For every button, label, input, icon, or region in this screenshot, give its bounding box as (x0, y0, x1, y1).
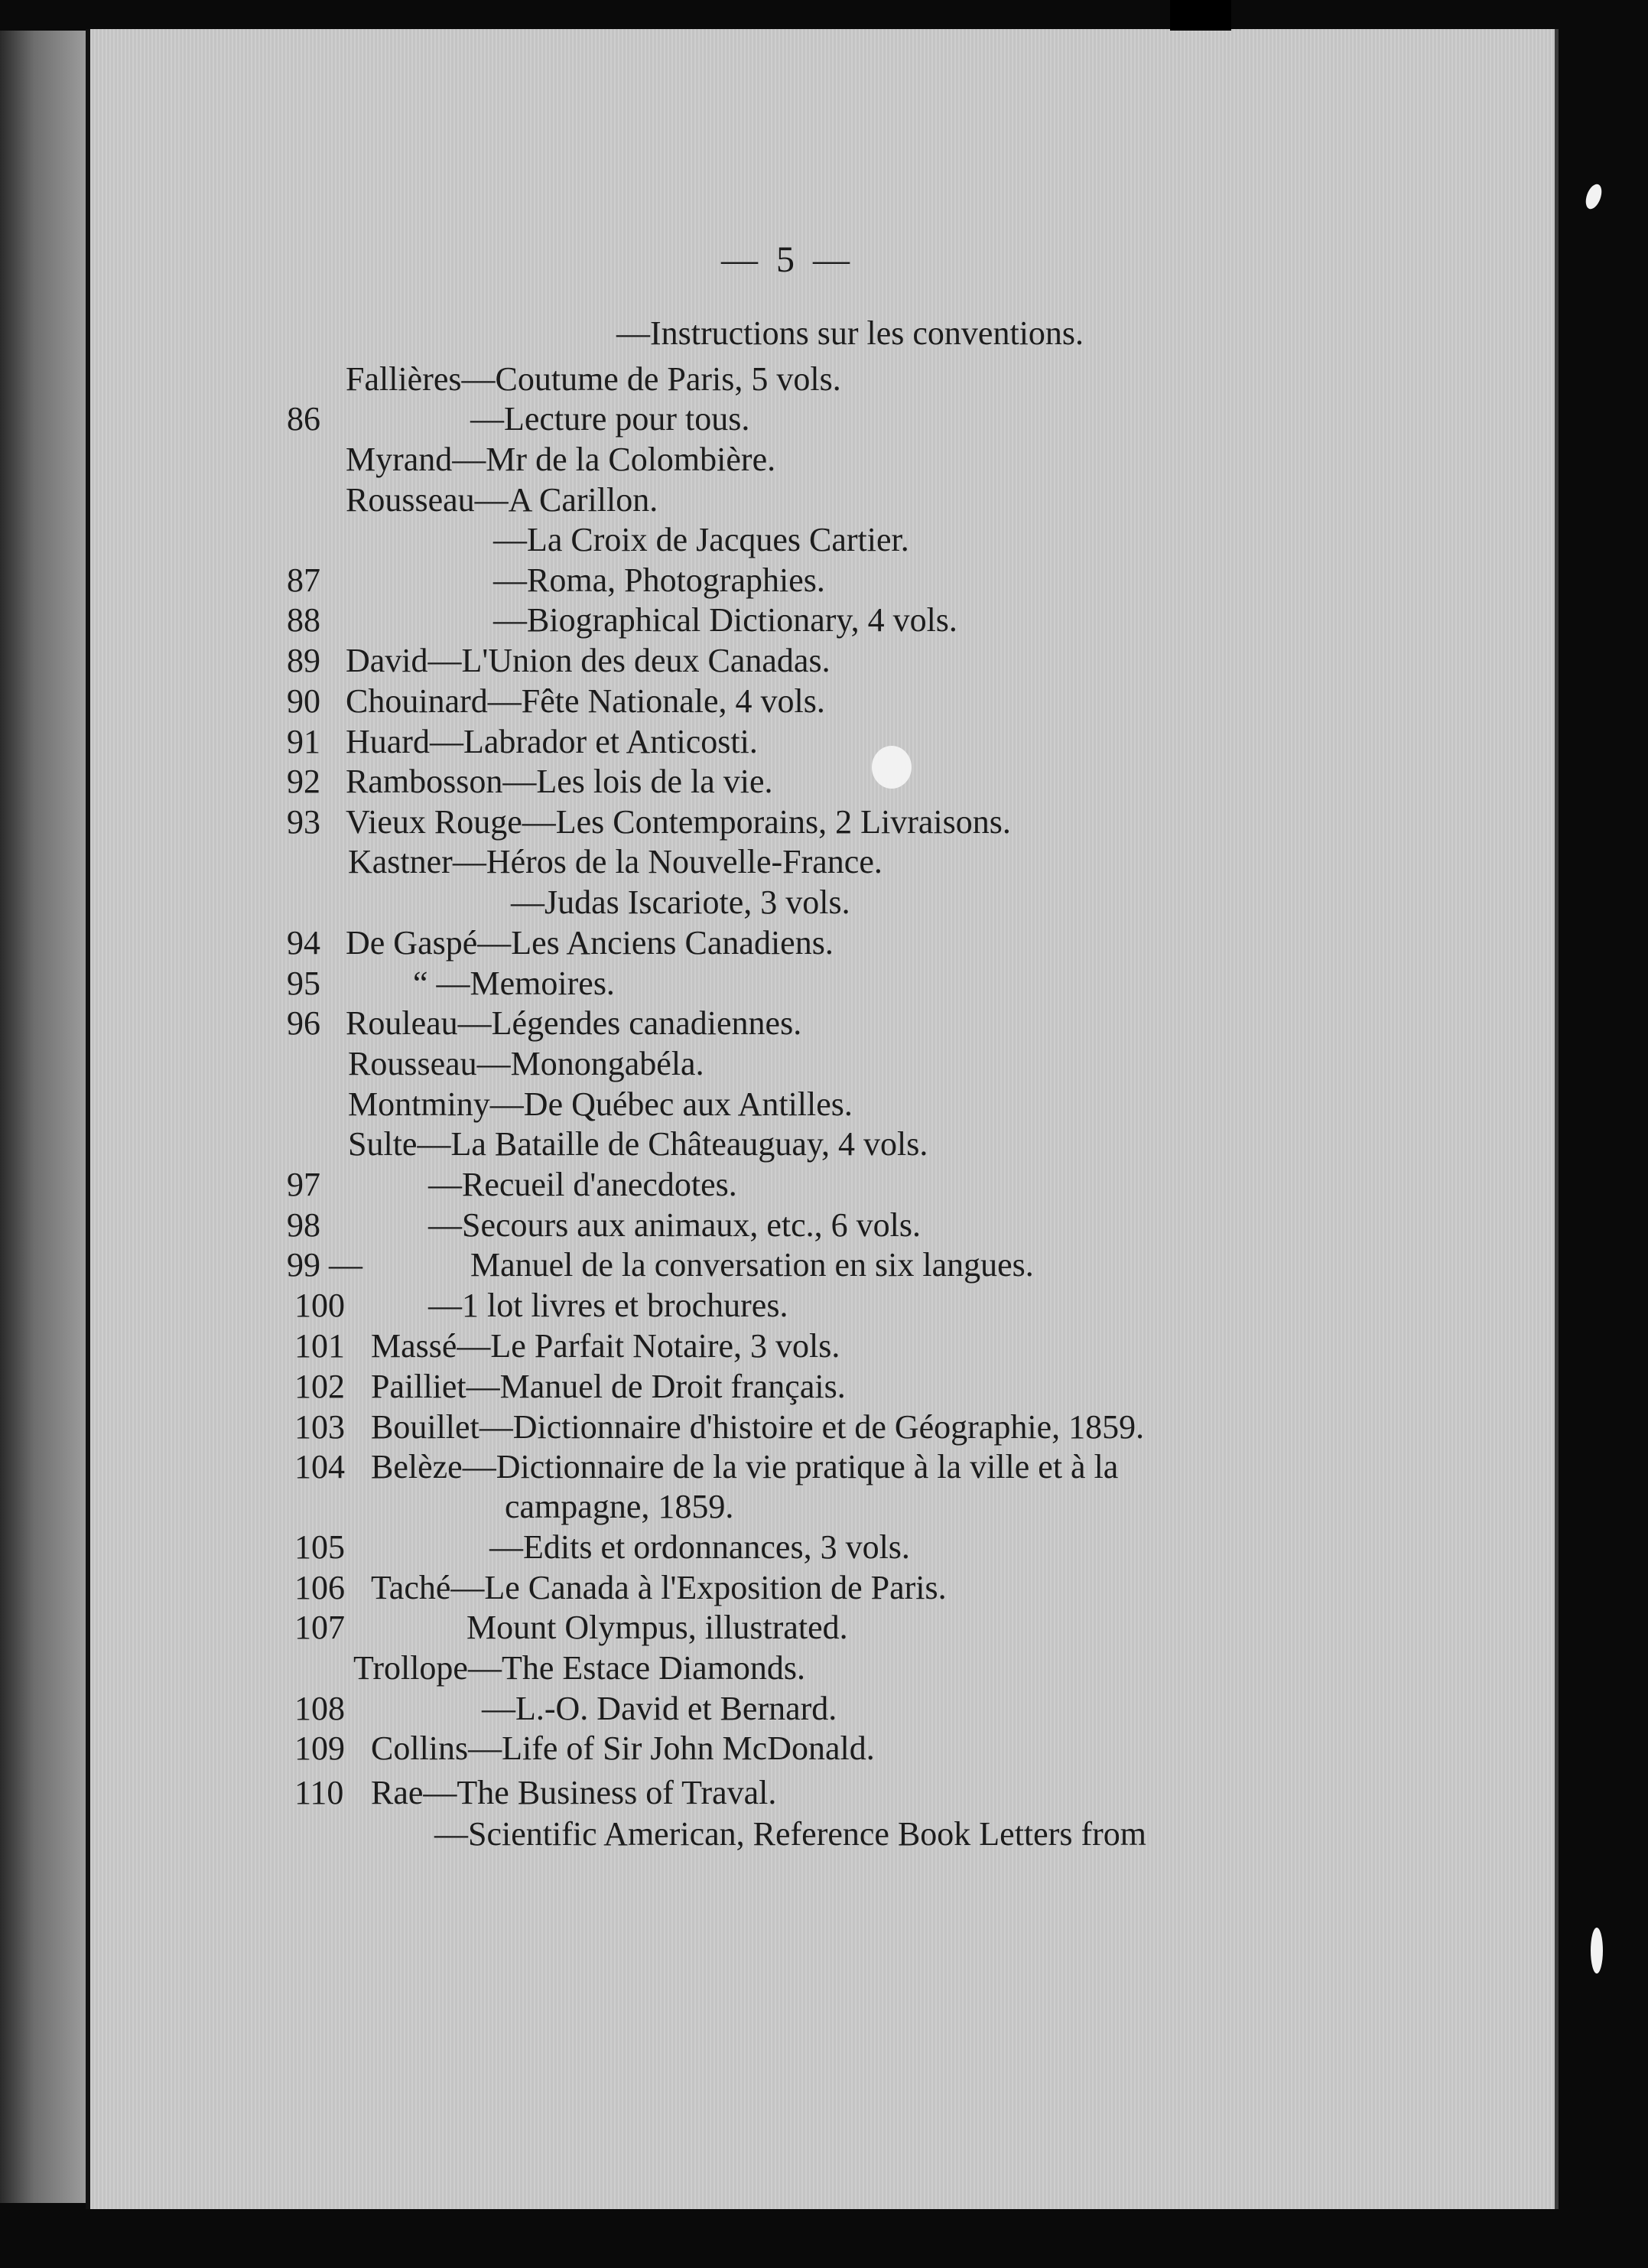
entry-number: 109 (294, 1729, 345, 1767)
entry-text: De Gaspé—Les Anciens Canadiens. (346, 924, 834, 962)
entry-text: Rousseau—Monongabéla. (348, 1045, 704, 1082)
entry-number: 107 (294, 1609, 345, 1646)
entry-text: Huard—Labrador et Anticosti. (346, 723, 758, 760)
entry-text: Myrand—Mr de la Colombière. (346, 441, 776, 478)
entry-text: “ —Memoires. (413, 965, 615, 1002)
entry-text: Chouinard—Fête Nationale, 4 vols. (346, 682, 825, 720)
entry-text: —Biographical Dictionary, 4 vols. (493, 601, 957, 639)
entry-text: —Edits et ordonnances, 3 vols. (489, 1528, 910, 1566)
entry-text: —Recueil d'anecdotes. (428, 1166, 737, 1203)
entry-text: —Instructions sur les conventions. (616, 314, 1084, 352)
entry-number: 110 (294, 1774, 344, 1811)
page-number: — 5 — (721, 239, 854, 280)
entry-text: David—L'Union des deux Canadas. (346, 642, 831, 679)
entry-text: —Scientific American, Reference Book Letters from (434, 1815, 1146, 1853)
entry-text: —1 lot livres et brochures. (428, 1287, 788, 1324)
entry-number: 104 (294, 1448, 345, 1485)
scan-edge-shadow (1170, 0, 1231, 31)
entry-text: Rambosson—Les lois de la vie. (346, 763, 773, 800)
entry-text: Rousseau—A Carillon. (346, 481, 658, 519)
entry-text: Rouleau—Légendes canadiennes. (346, 1004, 802, 1042)
entry-number: 91 (287, 723, 320, 760)
entry-text: Montminy—De Québec aux Antilles. (348, 1085, 853, 1123)
entry-number: 86 (287, 400, 320, 438)
entry-text: Rae—The Business of Traval. (371, 1774, 777, 1811)
entry-text: Mount Olympus, illustrated. (466, 1609, 848, 1646)
entry-text: Fallières—Coutume de Paris, 5 vols. (346, 360, 841, 398)
entry-text: Bouillet—Dictionnaire d'histoire et de Géographie, 1859. (371, 1408, 1145, 1446)
entry-text: Belèze—Dictionnaire de la vie pratique à la ville et à la (371, 1448, 1119, 1485)
entry-number: 106 (294, 1569, 345, 1606)
entry-text: Taché—Le Canada à l'Exposition de Paris. (371, 1569, 947, 1606)
entry-text: Kastner—Héros de la Nouvelle-France. (348, 843, 883, 880)
entry-number: 90 (287, 682, 320, 720)
entry-number: 101 (294, 1327, 345, 1365)
entry-number: 88 (287, 601, 320, 639)
entry-number: 87 (287, 561, 320, 599)
entry-text: —Secours aux animaux, etc., 6 vols. (428, 1206, 921, 1244)
entry-number: 98 (287, 1206, 320, 1244)
entry-number: 89 (287, 642, 320, 679)
entry-number: 95 (287, 965, 320, 1002)
entry-text: Sulte—La Bataille de Châteauguay, 4 vols. (348, 1125, 928, 1163)
entry-number: 96 (287, 1004, 320, 1042)
entry-text: —Roma, Photographies. (493, 561, 825, 599)
scan-speck (872, 746, 912, 789)
entry-number: 92 (287, 763, 320, 800)
scan-left-margin (0, 31, 86, 2203)
entry-text: campagne, 1859. (505, 1488, 734, 1525)
entry-text: Pailliet—Manuel de Droit français. (371, 1368, 846, 1405)
entry-text: Collins—Life of Sir John McDonald. (371, 1729, 875, 1767)
entry-number: 102 (294, 1368, 345, 1405)
entry-text: —Judas Iscariote, 3 vols. (511, 883, 850, 921)
entry-number: 93 (287, 803, 320, 841)
entry-number: 105 (294, 1528, 345, 1566)
entry-text: —Lecture pour tous. (470, 400, 750, 438)
entry-number: 100 (294, 1287, 345, 1324)
entry-number: 94 (287, 924, 320, 962)
entry-text: —L.-O. David et Bernard. (482, 1690, 837, 1727)
entry-number: 97 (287, 1166, 320, 1203)
entry-number: 103 (294, 1408, 345, 1446)
entry-text: Massé—Le Parfait Notaire, 3 vols. (371, 1327, 840, 1365)
entry-text: —La Croix de Jacques Cartier. (493, 521, 909, 558)
scan-speck (1591, 1928, 1603, 1974)
entry-number: 108 (294, 1690, 345, 1727)
scan-speck (1583, 182, 1605, 211)
entry-text: Trollope—The Estace Diamonds. (353, 1649, 806, 1687)
entry-text: Manuel de la conversation en six langues. (470, 1246, 1034, 1284)
entry-text: Vieux Rouge—Les Contemporains, 2 Livraisons. (346, 803, 1011, 841)
entry-number: 99 — (287, 1246, 362, 1284)
